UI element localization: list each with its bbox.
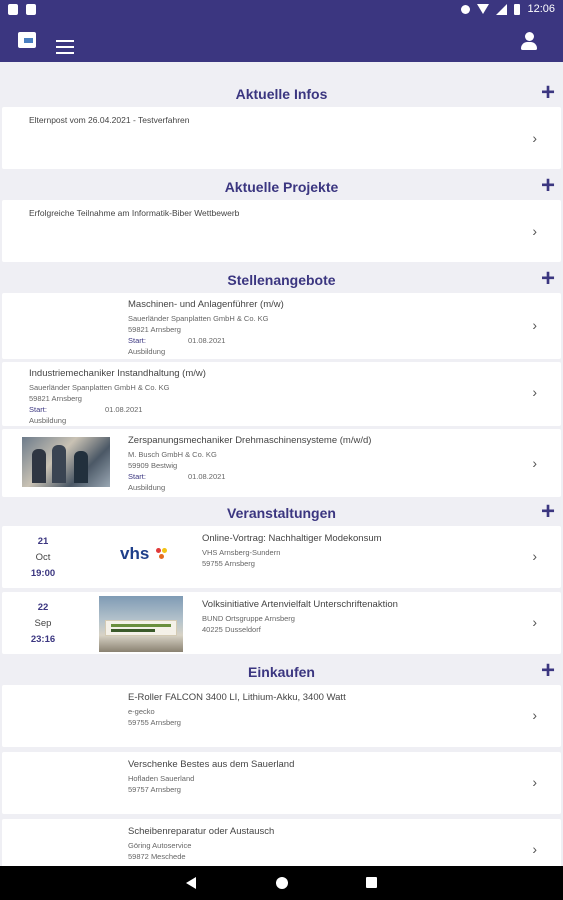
job-city: 59821 Arnsberg bbox=[128, 325, 181, 334]
add-info-button[interactable]: + bbox=[540, 79, 555, 106]
job-city: 59821 Arnsberg bbox=[29, 394, 82, 403]
event-day: 21 bbox=[37, 536, 49, 547]
event-title: Volksinitiative Artenvielfalt Unterschriftenaktion bbox=[202, 599, 398, 610]
notification-icon bbox=[8, 4, 18, 15]
app-bar bbox=[0, 20, 563, 62]
event-time: 23:16 bbox=[30, 634, 56, 645]
chevron-right-icon: › bbox=[532, 455, 537, 471]
add-einkauf-button[interactable]: + bbox=[540, 657, 555, 684]
chevron-right-icon: › bbox=[532, 548, 537, 564]
shop-title: Scheibenreparatur oder Austausch bbox=[128, 826, 275, 837]
job-type: Ausbildung bbox=[128, 483, 166, 492]
start-date: 01.08.2021 bbox=[187, 336, 226, 345]
chevron-right-icon: › bbox=[532, 707, 537, 723]
wifi-icon bbox=[477, 4, 489, 14]
shop-title: E-Roller FALCON 3400 LI, Lithium-Akku, 3400 Watt bbox=[128, 692, 346, 703]
job-type: Ausbildung bbox=[29, 416, 67, 425]
add-projekt-button[interactable]: + bbox=[540, 172, 555, 199]
job-title: Zerspanungsmechaniker Drehmaschinensysteme (m/w/d) bbox=[128, 435, 372, 446]
event-title: Online-Vortrag: Nachhaltiger Modekonsum bbox=[202, 533, 382, 544]
event-card[interactable] bbox=[2, 592, 561, 654]
hamburger-menu-icon[interactable] bbox=[56, 40, 74, 54]
section-title: Aktuelle Projekte bbox=[224, 179, 339, 195]
shop-city: 59872 Meschede bbox=[128, 852, 186, 861]
job-company: Sauerländer Spanplatten GmbH & Co. KG bbox=[29, 383, 170, 392]
job-type: Ausbildung bbox=[128, 347, 166, 356]
feed[interactable] bbox=[0, 62, 563, 866]
user-icon[interactable] bbox=[521, 32, 537, 50]
start-label: Start: bbox=[29, 405, 47, 414]
section-header-infos bbox=[0, 79, 563, 106]
back-icon[interactable] bbox=[186, 877, 196, 889]
chevron-right-icon: › bbox=[532, 841, 537, 857]
event-photo bbox=[99, 596, 183, 652]
event-day: 22 bbox=[37, 602, 49, 613]
clock: 12:06 bbox=[527, 3, 555, 15]
home-icon[interactable] bbox=[276, 877, 288, 889]
chevron-right-icon: › bbox=[532, 614, 537, 630]
job-company: Sauerländer Spanplatten GmbH & Co. KG bbox=[128, 314, 269, 323]
app-logo[interactable] bbox=[18, 32, 36, 48]
event-org: VHS Arnsberg-Sundern bbox=[202, 548, 281, 557]
add-veranstaltung-button[interactable]: + bbox=[540, 498, 555, 525]
event-month: Sep bbox=[34, 618, 52, 629]
event-month: Oct bbox=[35, 552, 51, 563]
start-label: Start: bbox=[128, 472, 146, 481]
shop-card[interactable] bbox=[2, 685, 561, 747]
shop-city: 59757 Arnsberg bbox=[128, 785, 181, 794]
chevron-right-icon: › bbox=[532, 223, 537, 239]
projekt-title: Erfolgreiche Teilnahme am Informatik-Biber Wettbewerb bbox=[29, 208, 240, 218]
section-header-veranstaltungen bbox=[0, 498, 563, 525]
event-date bbox=[12, 534, 74, 582]
section-header-projekte bbox=[0, 172, 563, 199]
event-time: 19:00 bbox=[30, 568, 56, 579]
event-card[interactable] bbox=[2, 526, 561, 588]
info-title: Elternpost vom 26.04.2021 - Testverfahren bbox=[29, 115, 190, 125]
shop-seller: e-gecko bbox=[128, 707, 155, 716]
section-header-einkaufen bbox=[0, 657, 563, 684]
system-nav-bar bbox=[0, 866, 563, 900]
status-bar bbox=[0, 0, 563, 20]
event-date bbox=[12, 600, 74, 648]
shop-seller: Göring Autoservice bbox=[128, 841, 192, 850]
shop-card[interactable] bbox=[2, 819, 561, 866]
shop-card[interactable] bbox=[2, 752, 561, 814]
add-stelle-button[interactable]: + bbox=[540, 265, 555, 292]
location-icon bbox=[461, 5, 470, 14]
start-date: 01.08.2021 bbox=[104, 405, 143, 414]
section-title: Einkaufen bbox=[248, 664, 315, 680]
event-city: 59755 Arnsberg bbox=[202, 559, 255, 568]
sd-card-icon bbox=[26, 4, 36, 15]
chevron-right-icon: › bbox=[532, 384, 537, 400]
job-title: Maschinen- und Anlagenführer (m/w) bbox=[128, 299, 284, 310]
section-header-stellen bbox=[0, 265, 563, 292]
shop-city: 59755 Arnsberg bbox=[128, 718, 181, 727]
job-title: Industriemechaniker Instandhaltung (m/w) bbox=[29, 368, 206, 379]
battery-icon bbox=[514, 4, 520, 15]
job-company: M. Busch GmbH & Co. KG bbox=[128, 450, 217, 459]
chevron-right-icon: › bbox=[532, 774, 537, 790]
event-city: 40225 Dusseldorf bbox=[202, 625, 261, 634]
info-card[interactable] bbox=[2, 107, 561, 169]
vhs-logo: vhs bbox=[120, 544, 170, 568]
chevron-right-icon: › bbox=[532, 317, 537, 333]
event-org: BUND Ortsgruppe Arnsberg bbox=[202, 614, 295, 623]
start-label: Start: bbox=[128, 336, 146, 345]
job-card[interactable] bbox=[2, 429, 561, 497]
signal-icon bbox=[496, 4, 507, 15]
job-card[interactable] bbox=[2, 293, 561, 359]
section-title: Aktuelle Infos bbox=[235, 86, 328, 102]
chevron-right-icon: › bbox=[532, 130, 537, 146]
start-date: 01.08.2021 bbox=[187, 472, 226, 481]
section-title: Stellenangebote bbox=[227, 272, 336, 288]
projekt-card[interactable] bbox=[2, 200, 561, 262]
shop-seller: Hofladen Sauerland bbox=[128, 774, 195, 783]
job-card[interactable] bbox=[2, 362, 561, 426]
shop-title: Verschenke Bestes aus dem Sauerland bbox=[128, 759, 295, 770]
section-title: Veranstaltungen bbox=[227, 505, 336, 521]
recent-apps-icon[interactable] bbox=[366, 877, 377, 888]
job-photo bbox=[22, 437, 110, 487]
job-city: 59909 Bestwig bbox=[128, 461, 178, 470]
